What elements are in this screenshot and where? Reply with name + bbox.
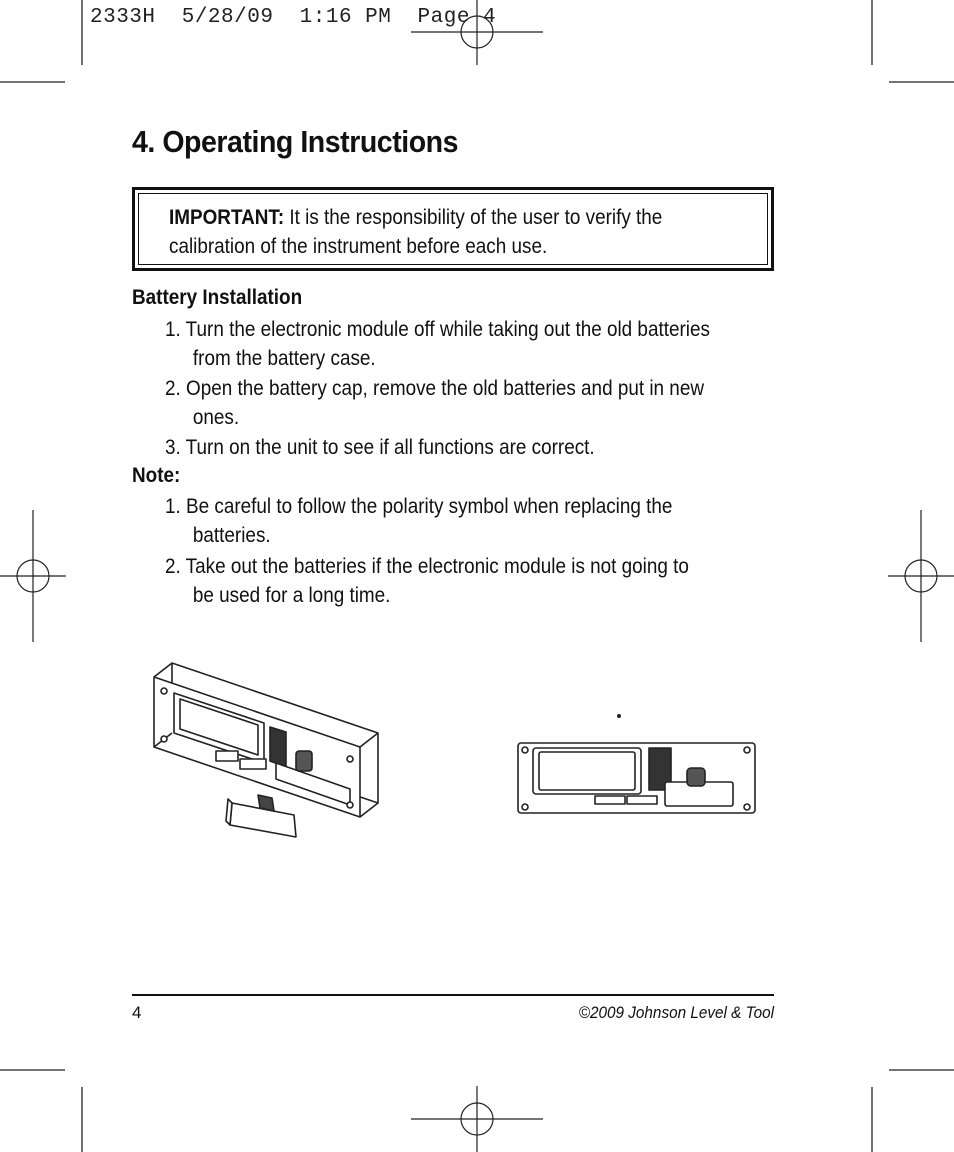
footer-rule [132,994,774,996]
note-item-1 [165,492,672,550]
page-number: 4 [132,1003,142,1022]
important-notice-text [169,203,673,261]
battery-cap-illustration [226,795,296,837]
battery-installation-heading: Battery Installation [132,286,303,309]
registration-mark-left [0,510,66,642]
battery-step-1-line-2: from the battery case. [192,347,376,370]
note-item-2 [165,552,689,610]
battery-step-1-line-1: 1. Turn the electronic module off while taking out the old batteries [165,318,710,341]
important-line-2: calibration of the instrument before each use. [169,235,548,258]
copyright-notice: ©2009 Johnson Level & Tool [578,1003,774,1022]
registration-mark-bottom [411,1086,543,1152]
printer-slug: 2333H 5/28/09 1:16 PM Page 4 [90,6,497,29]
note-item-1-line-2: batteries. [192,524,271,547]
important-label: IMPORTANT: [169,206,285,229]
battery-module-perspective-illustration [140,655,390,845]
battery-step-3-line-1: 3. Turn on the unit to see if all functions are correct. [165,436,595,459]
note-item-2-line-2: be used for a long time. [192,584,391,607]
important-notice-box [132,187,774,271]
note-heading: Note: [132,464,181,487]
registration-mark-top [411,0,543,65]
battery-step-2 [165,374,704,432]
battery-step-3 [165,433,595,462]
registration-mark-right [888,510,954,642]
note-item-2-line-1: 2. Take out the batteries if the electronic module is not going to [165,555,689,578]
battery-step-2-line-1: 2. Open the battery cap, remove the old batteries and put in new [165,377,704,400]
battery-module-front-illustration [515,710,760,818]
note-item-1-line-1: 1. Be careful to follow the polarity symbol when replacing the [165,495,673,518]
important-line-1: It is the responsibility of the user to verify the [284,206,663,229]
section-title: 4. Operating Instructions [132,124,459,159]
battery-step-1 [165,315,710,373]
battery-step-2-line-2: ones. [192,406,240,429]
